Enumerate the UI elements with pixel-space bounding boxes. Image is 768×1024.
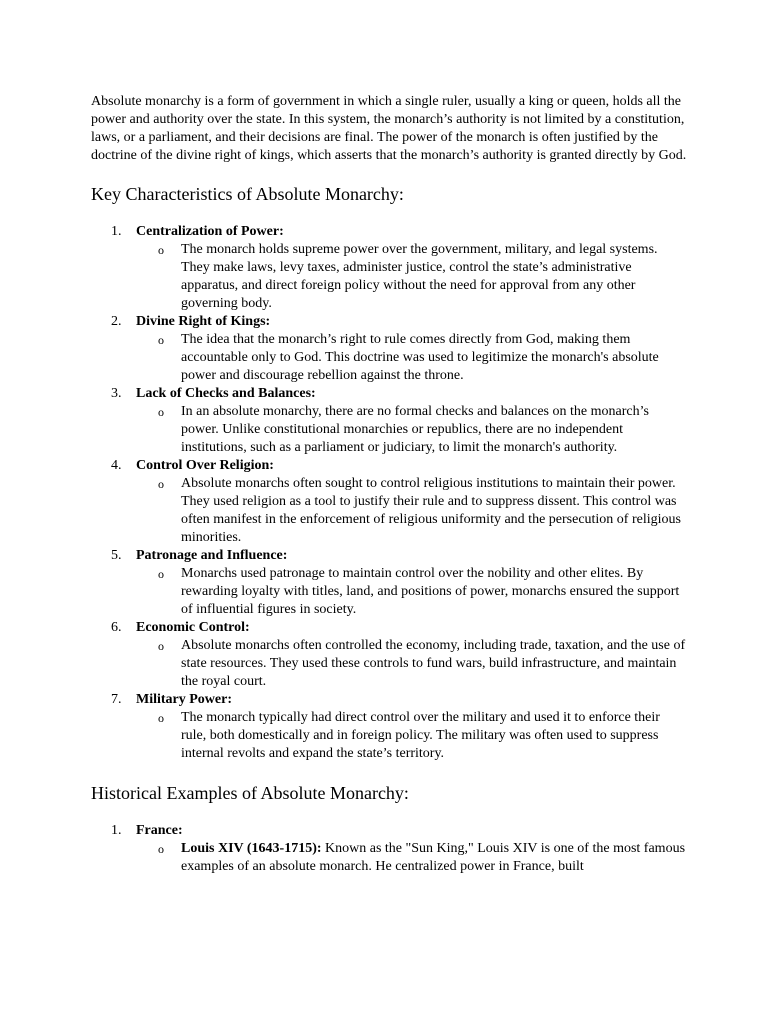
item-text: Monarchs used patronage to maintain control over the nobility and other elites. By rewarding loyalty with titles, land, and positions of power, monarchs ensured the support of influential figures in society. [181, 566, 680, 617]
item-number: 3. [111, 386, 122, 401]
list-item [91, 223, 687, 313]
document-page [91, 93, 687, 876]
item-text: The idea that the monarch’s right to rule comes directly from God, making them accountable only to God. This doctrine was used to legitimize the monarch's absolute power and discourage rebellion against the throne. [181, 332, 659, 383]
list-item [91, 691, 687, 763]
sub-list-item [91, 637, 687, 691]
item-number: 7. [111, 692, 122, 707]
item-title: Control Over Religion: [136, 458, 274, 473]
sub-list [91, 403, 687, 457]
examples-list [91, 822, 687, 876]
list-item [91, 822, 687, 876]
bullet-icon: o [158, 333, 164, 347]
item-title: Divine Right of Kings: [136, 314, 271, 329]
item-number: 2. [111, 314, 122, 329]
bullet-icon: o [158, 405, 164, 419]
sub-list-item [91, 840, 687, 876]
item-number: 6. [111, 620, 122, 635]
bullet-icon: o [158, 842, 164, 856]
item-title: France: [136, 823, 183, 838]
sub-list [91, 637, 687, 691]
bullet-icon: o [158, 243, 164, 257]
list-item [91, 313, 687, 385]
item-text: Absolute monarchs often sought to control religious institutions to maintain their power. They used religion as a tool to justify their rule and to suppress dissent. This control was often manifest in the enforcement of religious uniformity and the persecution of religious minorities. [181, 476, 681, 545]
sub-list [91, 475, 687, 547]
bullet-icon: o [158, 477, 164, 491]
item-title: Centralization of Power: [136, 224, 284, 239]
examples-heading: Historical Examples of Absolute Monarchy: [91, 783, 409, 803]
characteristics-list [91, 223, 687, 763]
list-item [91, 385, 687, 457]
sub-list-item [91, 331, 687, 385]
item-title: Patronage and Influence: [136, 548, 288, 563]
item-text: The monarch typically had direct control over the military and used it to enforce their rule, both domestically and in foreign policy. The military was often used to suppress internal revolts and expand the state’s territory. [181, 710, 660, 761]
item-title: Military Power: [136, 692, 233, 707]
list-item [91, 619, 687, 691]
sub-list-item [91, 475, 687, 547]
item-title: Economic Control: [136, 620, 250, 635]
characteristics-heading: Key Characteristics of Absolute Monarchy: [91, 184, 404, 204]
item-text: The monarch holds supreme power over the government, military, and legal systems. They make laws, levy taxes, administer justice, control the state’s administrative apparatus, and direct foreign policy without the need for approval from any other governing body. [181, 242, 658, 311]
sub-list [91, 709, 687, 763]
item-text: In an absolute monarchy, there are no formal checks and balances on the monarch’s power. Unlike constitutional monarchies or republics, there are no independent institutions, such as a parliament or judiciary, to limit the monarch's authority. [181, 404, 649, 455]
sub-list-item [91, 709, 687, 763]
example-monarch-name: Louis XIV (1643-1715): [181, 841, 322, 856]
sub-list [91, 241, 687, 313]
bullet-icon: o [158, 639, 164, 653]
list-item [91, 547, 687, 619]
item-number: 5. [111, 548, 122, 563]
sub-list-item [91, 565, 687, 619]
bullet-icon: o [158, 567, 164, 581]
item-text: Known as the "Sun King," Louis XIV is one of the most famous examples of an absolute monarch. He centralized power in France, built [181, 841, 686, 874]
sub-list [91, 565, 687, 619]
item-number: 1. [111, 823, 122, 838]
intro-paragraph: Absolute monarchy is a form of government in which a single ruler, usually a king or queen, holds all the power and authority over the state. In this system, the monarch’s authority is not limited by a constitution, laws, or a parliament, and their decisions are final. The power of the monarch is often justified by the doctrine of the divine right of kings, which asserts that the monarch’s authority is granted directly by God. [91, 94, 687, 163]
sub-list-item [91, 241, 687, 313]
sub-list [91, 840, 687, 876]
item-number: 4. [111, 458, 122, 473]
sub-list [91, 331, 687, 385]
list-item [91, 457, 687, 547]
item-title: Lack of Checks and Balances: [136, 386, 316, 401]
item-text: Absolute monarchs often controlled the economy, including trade, taxation, and the use of state resources. They used these controls to fund wars, build infrastructure, and maintain the royal court. [181, 638, 686, 689]
bullet-icon: o [158, 711, 164, 725]
item-number: 1. [111, 224, 122, 239]
sub-list-item [91, 403, 687, 457]
